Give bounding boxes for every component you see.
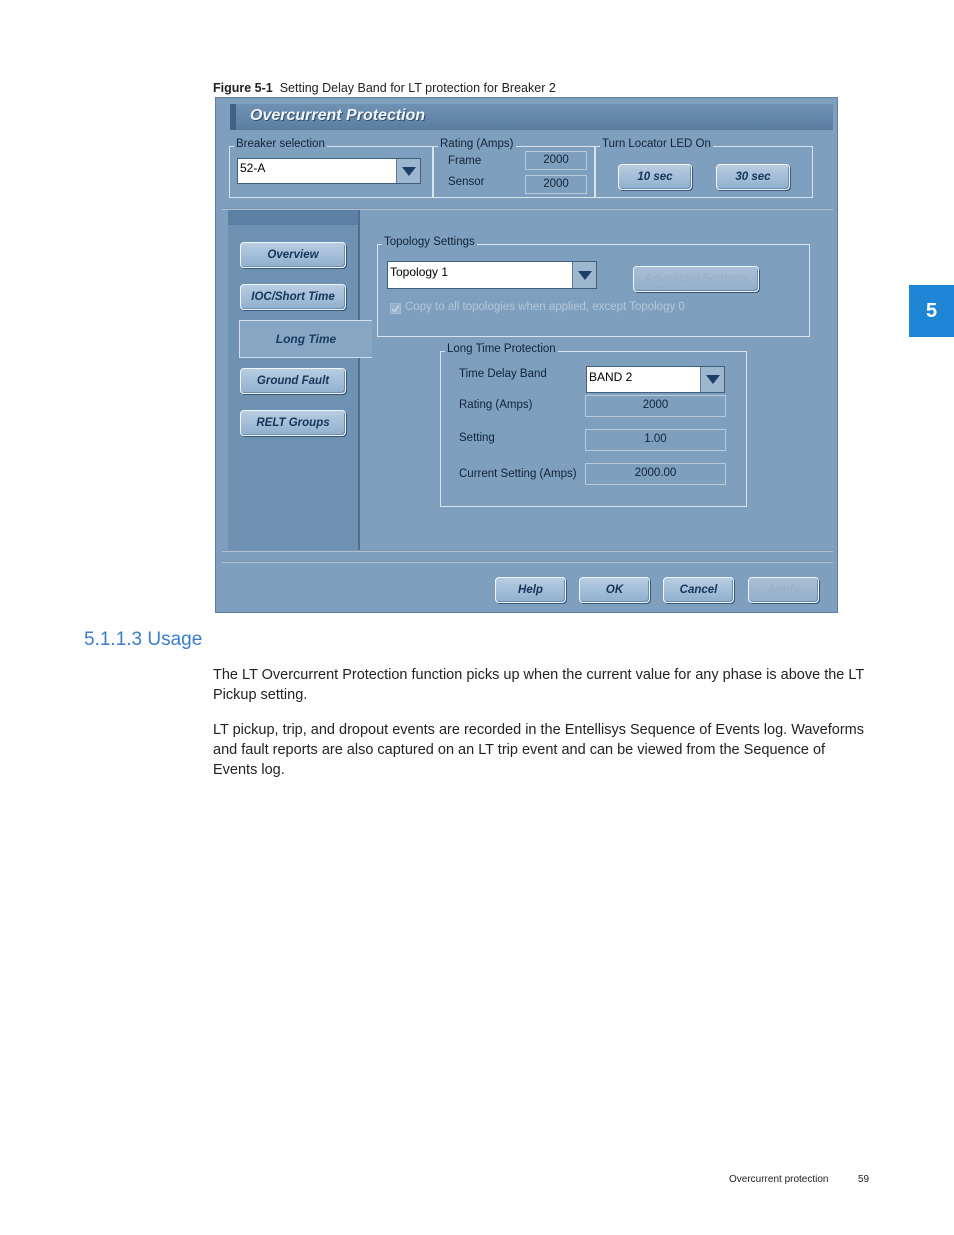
- locator-legend: Turn Locator LED On: [602, 138, 711, 150]
- window-title: Overcurrent Protection: [250, 107, 426, 124]
- apply-button[interactable]: Apply: [748, 577, 819, 603]
- topology-legend: Topology Settings: [384, 236, 475, 248]
- ok-button[interactable]: OK: [579, 577, 650, 603]
- lt-setting-label: Setting: [459, 432, 495, 444]
- breaker-selection-legend: Breaker selection: [236, 138, 325, 150]
- footer-page-number: 59: [858, 1174, 870, 1185]
- lt-current-setting-label: Current Setting (Amps): [459, 468, 577, 480]
- locator-led-group: [595, 138, 813, 198]
- sensor-label: Sensor: [448, 176, 485, 188]
- nav-ioc-short-time-button[interactable]: IOC/Short Time: [240, 284, 346, 310]
- cancel-button[interactable]: Cancel: [663, 577, 734, 603]
- chevron-down-icon[interactable]: [572, 262, 596, 288]
- rating-group: [433, 138, 595, 198]
- lt-rating-label: Rating (Amps): [459, 399, 533, 411]
- help-button[interactable]: Help: [495, 577, 566, 603]
- footer-divider: [222, 561, 833, 563]
- advanced-settings-button[interactable]: Advanced Settings: [633, 266, 759, 292]
- chevron-down-icon[interactable]: [396, 159, 420, 183]
- breaker-selection-group: [229, 138, 433, 198]
- figure-label: Figure 5-1: [213, 81, 273, 95]
- frame-label: Frame: [448, 155, 482, 167]
- frame-value: 2000: [525, 151, 587, 170]
- lt-rating-value: 2000: [585, 395, 726, 417]
- topology-settings-group: [377, 236, 810, 337]
- bottom-divider: [222, 550, 833, 552]
- sidebar-header: [228, 210, 358, 225]
- footer-title: Overcurrent protection: [729, 1174, 829, 1185]
- nav-long-time-tab[interactable]: Long Time: [239, 320, 372, 358]
- topology-dropdown[interactable]: [387, 261, 597, 289]
- section-heading: 5.1.1.3 Usage: [84, 629, 203, 650]
- copy-topologies-label: Copy to all topologies when applied, except Topology 0: [405, 301, 685, 313]
- figure-caption: [213, 81, 556, 95]
- locator-30-sec-button[interactable]: 30 sec: [716, 164, 790, 190]
- long-time-legend: Long Time Protection: [447, 343, 556, 355]
- locator-10-sec-button[interactable]: 10 sec: [618, 164, 692, 190]
- window-title-bar: [230, 104, 833, 130]
- time-delay-band-dropdown[interactable]: [586, 366, 725, 393]
- overcurrent-protection-window: [215, 97, 838, 613]
- rating-legend: Rating (Amps): [440, 138, 514, 150]
- chevron-down-icon[interactable]: [700, 367, 724, 392]
- topology-value: Topology 1: [390, 265, 449, 279]
- time-delay-band-label: Time Delay Band: [459, 368, 547, 380]
- chapter-tab: 5: [909, 285, 954, 337]
- time-delay-band-value: BAND 2: [589, 370, 633, 384]
- sensor-value: 2000: [525, 175, 587, 194]
- copy-topologies-checkbox[interactable]: [390, 303, 401, 314]
- breaker-selection-value: 52-A: [240, 161, 266, 175]
- paragraph-1: The LT Overcurrent Protection function picks up when the current value for any phase is above the LT Pickup setting.: [213, 667, 864, 703]
- nav-ground-fault-button[interactable]: Ground Fault: [240, 368, 346, 394]
- paragraph-2: LT pickup, trip, and dropout events are recorded in the Entellisys Sequence of Events log. Waveforms and fault reports are also captured on an LT trip event and can be viewed from the Sequence of Events log.: [213, 722, 864, 778]
- breaker-selection-dropdown[interactable]: [237, 158, 421, 184]
- nav-overview-button[interactable]: Overview: [240, 242, 346, 268]
- long-time-protection-group: [440, 343, 747, 507]
- nav-relt-groups-button[interactable]: RELT Groups: [240, 410, 346, 436]
- lt-current-setting-value: 2000.00: [585, 463, 726, 485]
- lt-setting-value: 1.00: [585, 429, 726, 451]
- figure-text: Setting Delay Band for LT protection for Breaker 2: [279, 81, 556, 95]
